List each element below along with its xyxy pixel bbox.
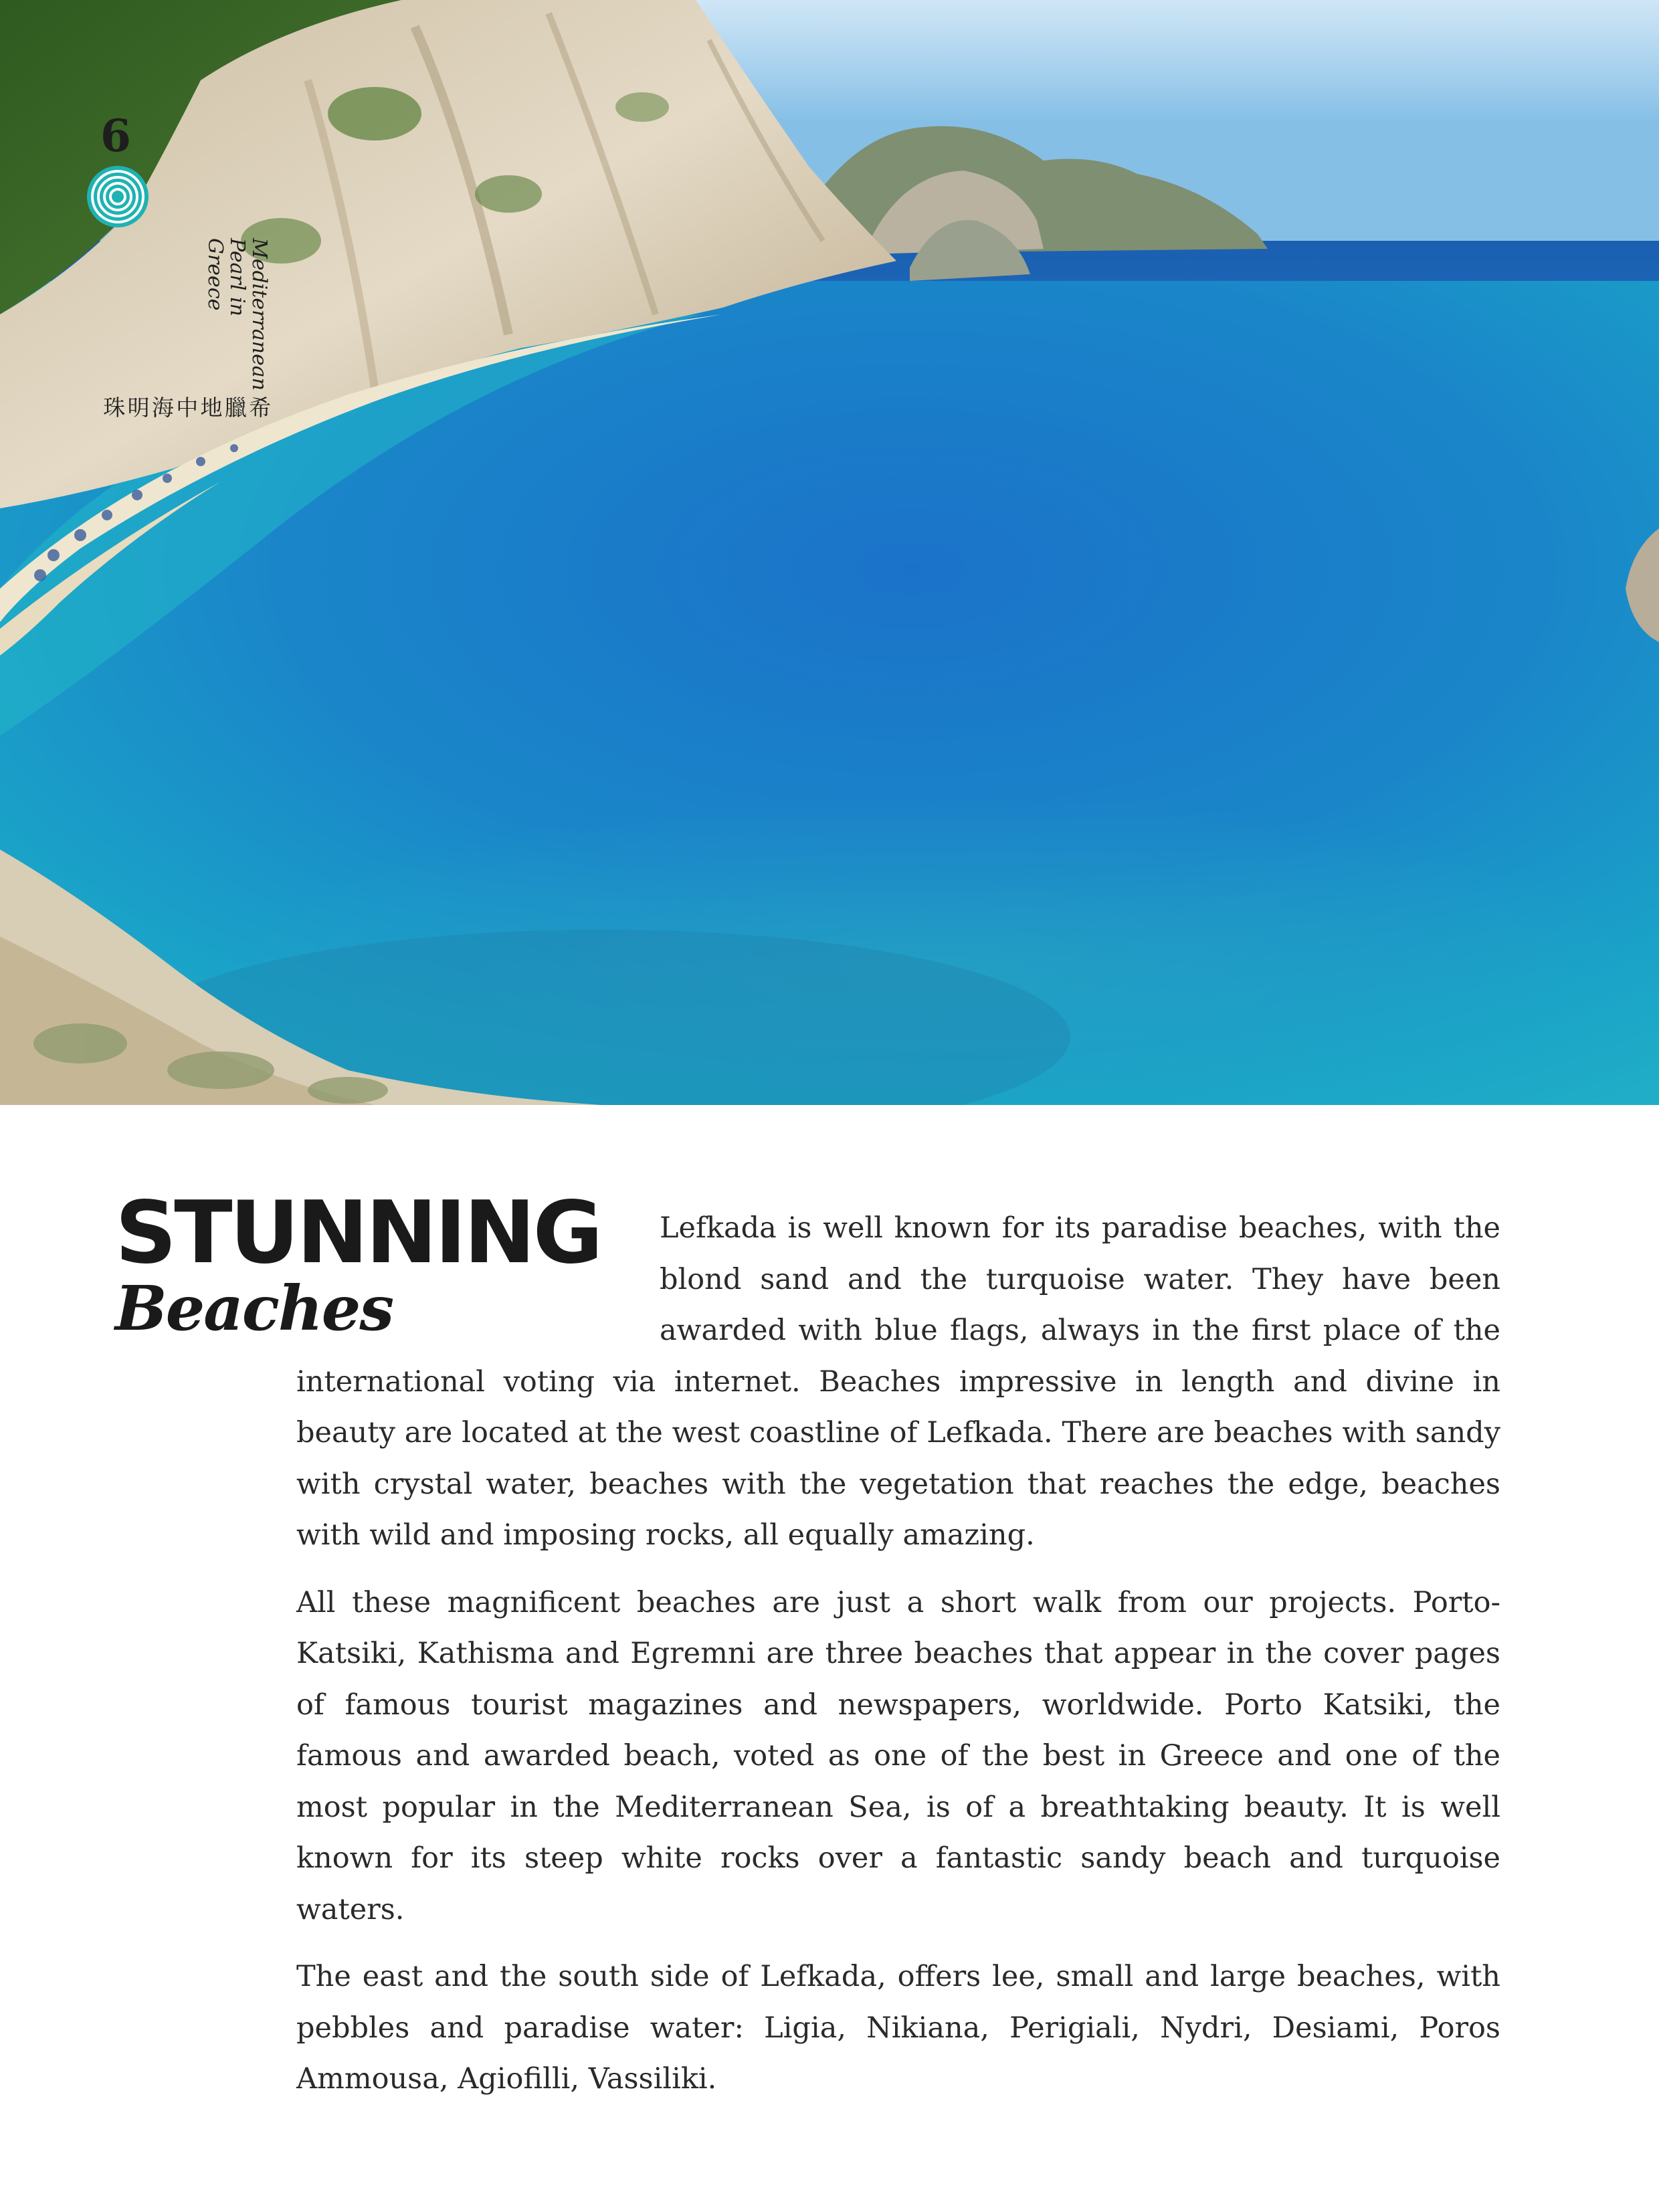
article-body bbox=[296, 1203, 1500, 2121]
section-label-english: Mediterranean Pearl in Greece bbox=[203, 238, 272, 391]
coastline-photo-icon bbox=[0, 0, 1659, 1105]
page-number: 6 bbox=[100, 110, 131, 162]
article-paragraph-3: The east and the south side of Lefkada, offers lee, small and large beaches, with pebbles and paradise water: Ligia, Nikiana, Perigiali, Nydri, Desiami, Poros Ammousa, Agiofilli, Vassiliki. bbox=[296, 1960, 1500, 2096]
vertical-section-label bbox=[100, 238, 270, 425]
hero-photo bbox=[0, 0, 1659, 1105]
section-label-chinese: 希臘地中海明珠 bbox=[100, 395, 272, 425]
article-paragraph-2: All these magnificent beaches are just a short walk from our projects. Porto- Katsiki, Kathisma and Egremni are three beaches that appear in the cover pages of famous tourist magazines and newspapers, worldwide. Porto Katsiki, the famous and awarded beach, voted as one of the best in Greece and one of the most popular in the Mediterranean Sea, is of a breathtaking beauty. It is well known for its steep white rocks over a fantastic sandy beach and turquoise waters. bbox=[296, 1585, 1500, 1926]
spiral-logo-icon bbox=[86, 165, 150, 229]
article-subtitle: Beaches bbox=[115, 1272, 393, 1344]
article-paragraph-1: Lefkada is well known for its paradise beaches, with the blond sand and the turquoise water. They have been awarded with blue flags, always in the first place of the international voting via internet. Beaches impressive in length and divine in beauty are located at the west coastline of Lefkada. There are beaches with sandy with crystal water, beaches with the vegetation that reaches the edge, beaches with wild and imposing rocks, all equally amazing. bbox=[296, 1211, 1500, 1552]
article-title: STUNNING bbox=[115, 1183, 601, 1283]
heading-spacer bbox=[296, 1203, 660, 1356]
